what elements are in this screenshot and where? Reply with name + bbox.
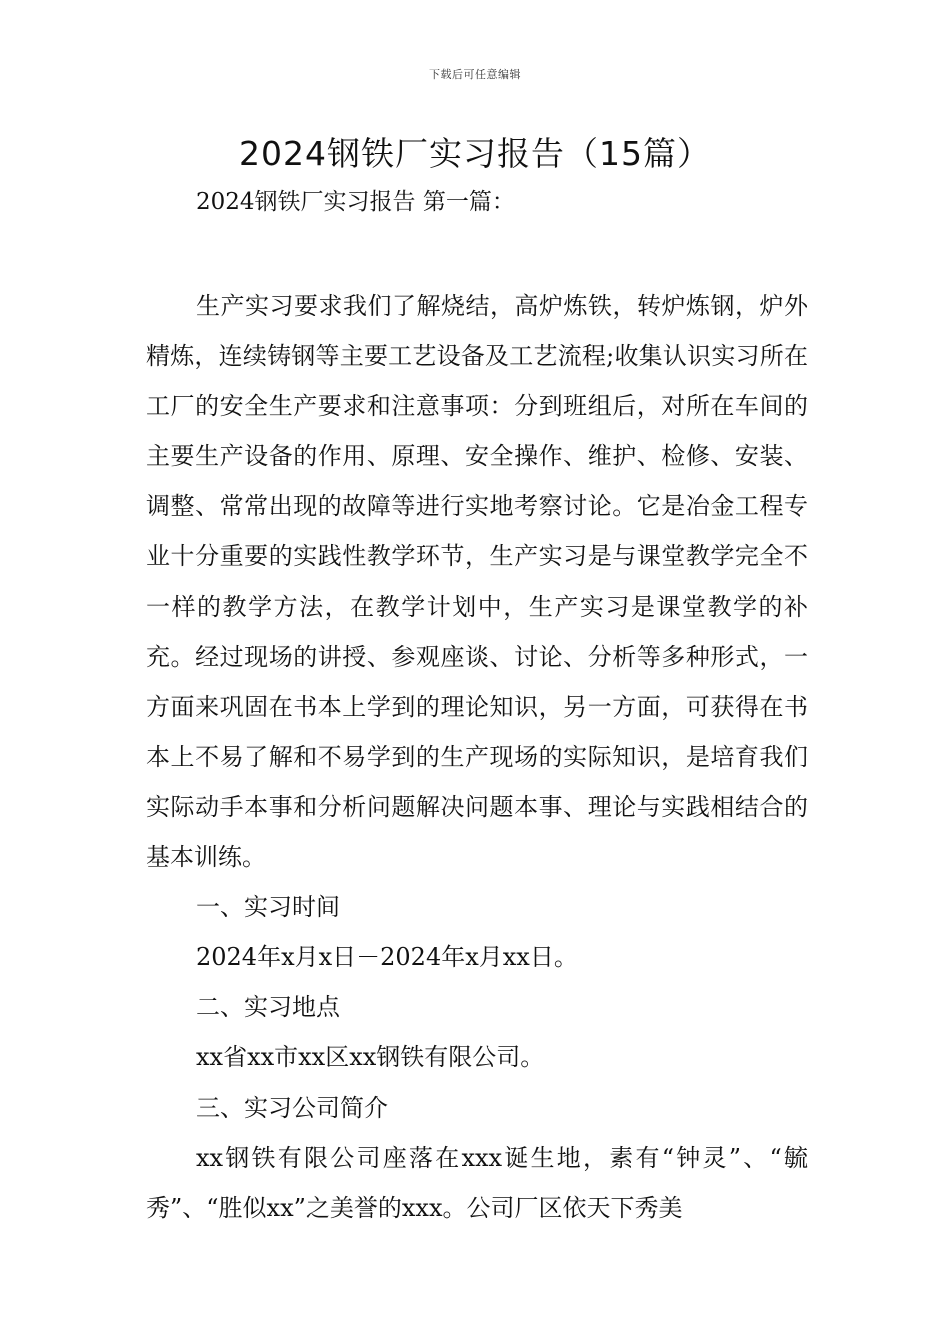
section-text-location: xx省xx市xx区xx钢铁有限公司。 [196,1043,545,1072]
section-text-time: 2024年x月x日－2024年x月xx日。 [196,943,578,972]
section-heading-company: 三、实习公司简介 [196,1093,388,1122]
document-subtitle: 2024钢铁厂实习报告 第一篇： [196,189,515,215]
document-title: 2024钢铁厂实习报告（15篇） [239,134,711,173]
paragraph-company: xx钢铁有限公司座落在xxx诞生地，素有“钟灵”、“毓秀”、“胜似xx”之美誉的xxx。公司厂区依天下秀美 [146,1143,808,1222]
section-heading-location: 二、实习地点 [196,993,340,1022]
paragraph-intro: 生产实习要求我们了解烧结，高炉炼铁，转炉炼钢，炉外精炼，连续铸钢等主要工艺设备及工艺流程;收集认识实习所在工厂的安全生产要求和注意事项：分到班组后，对所在车间的主要生产设备的作用、原理、安全操作、维护、检修、安装、调整、常常出现的故障等进行实地考察讨论。它是冶金工程专业十分重要的实践性教学环节，生产实习是与课堂教学完全不一样的教学方法，在教学计划中，生产实习是课堂教学的补充。经过现场的讲授、参观座谈、讨论、分析等多种形式，一方面来巩固在书本上学到的理论知识，另一方面，可获得在书本上不易了解和不易学到的生产现场的实际知识，是培育我们实际动手本事和分析问题解决问题本事、理论与实践相结合的基本训练。 [146,292,808,872]
section-heading-time: 一、实习时间 [196,893,340,922]
document-body [146,281,808,1233]
header-note: 下载后可任意编辑 [429,68,521,81]
